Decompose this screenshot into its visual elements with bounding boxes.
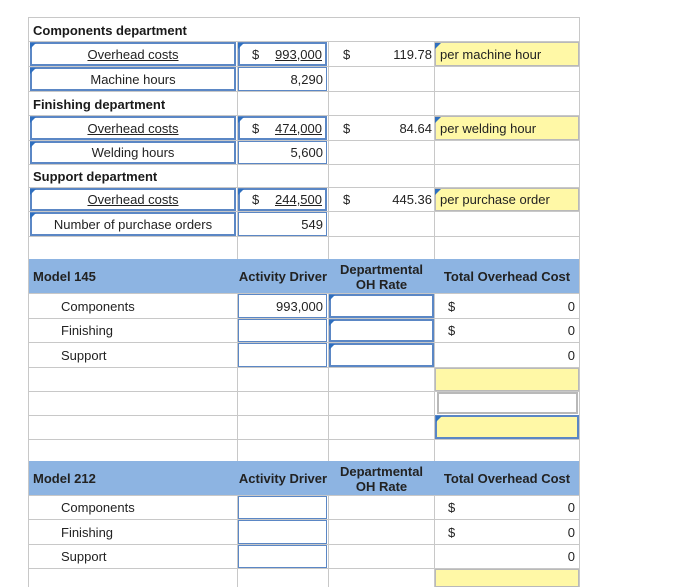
overhead-value: 474,000 <box>275 120 322 136</box>
currency-symbol: $ <box>343 192 351 207</box>
components-rate-unit[interactable] <box>435 42 579 66</box>
dropdown-marker-icon <box>30 117 36 123</box>
components-dept-title: Components department <box>33 22 187 38</box>
model145-support-driver[interactable] <box>238 343 327 367</box>
model212-row-label: Finishing <box>61 524 114 540</box>
finishing-overhead-label[interactable] <box>30 116 236 140</box>
driver-value: 8,290 <box>290 71 323 87</box>
total-value: 0 <box>567 298 575 314</box>
model145-components-total <box>435 294 579 318</box>
purchase-orders-label: Number of purchase orders <box>53 216 213 232</box>
currency-symbol: $ <box>252 120 260 136</box>
dropdown-marker-icon <box>30 142 36 148</box>
model145-finishing-driver[interactable] <box>238 319 327 342</box>
model145-row-label: Support <box>61 347 107 363</box>
dropdown-marker-icon <box>238 117 244 123</box>
grid-line <box>28 439 580 440</box>
overhead-value: 993,000 <box>275 46 322 62</box>
model145-finishing-total <box>435 319 579 342</box>
support-rate-unit[interactable] <box>435 188 579 211</box>
currency-symbol: $ <box>448 500 456 515</box>
driver-value: 993,000 <box>276 298 323 314</box>
rate-value: 445.36 <box>392 192 432 207</box>
dropdown-marker-icon <box>238 43 244 49</box>
dropdown-marker-icon <box>238 189 244 195</box>
dropdown-marker-icon <box>435 189 441 195</box>
model145-support-rate[interactable] <box>329 343 434 367</box>
support-driver-label[interactable] <box>30 212 236 236</box>
model145-units-cell[interactable] <box>437 392 578 414</box>
finishing-rate-cell <box>329 116 434 140</box>
activity-driver-header: Activity Driver <box>238 269 328 284</box>
finishing-overhead-value[interactable] <box>238 116 327 140</box>
grid-line <box>579 17 580 587</box>
overhead-worksheet <box>28 17 580 587</box>
model145-row-label: Components <box>61 298 135 314</box>
support-overhead-label[interactable] <box>30 188 236 211</box>
finishing-rate-unit[interactable] <box>435 116 579 140</box>
driver-value: 5,600 <box>290 145 323 160</box>
rate-unit-label: per welding hour <box>440 120 537 136</box>
model212-total-cell[interactable] <box>435 569 579 587</box>
support-driver-value[interactable] <box>238 212 327 236</box>
total-value: 0 <box>567 323 575 338</box>
model212-finishing-driver[interactable] <box>238 520 327 544</box>
dropdown-marker-icon <box>30 68 36 74</box>
support-dept-title: Support department <box>33 169 158 184</box>
model145-support-total <box>435 343 579 367</box>
grid-line <box>28 236 580 237</box>
model212-title: Model 212 <box>33 470 96 486</box>
model145-components-rate[interactable] <box>329 294 434 318</box>
oh-rate-header: Departmental OH Rate <box>339 261 424 292</box>
model145-per-unit-cell[interactable] <box>435 415 579 439</box>
rate-value: 119.78 <box>393 46 432 62</box>
dropdown-marker-icon <box>435 117 441 123</box>
components-rate-cell <box>329 42 434 66</box>
overhead-value: 244,500 <box>275 192 322 207</box>
model212-row-label: Support <box>61 549 107 564</box>
total-value: 0 <box>567 347 575 363</box>
model212-row-label: Components <box>61 500 135 515</box>
dropdown-marker-icon <box>436 416 442 422</box>
components-driver-value[interactable] <box>238 67 327 91</box>
driver-value: 549 <box>301 216 323 232</box>
model212-support-driver[interactable] <box>238 545 327 568</box>
model145-total-cell[interactable] <box>435 368 579 391</box>
currency-symbol: $ <box>448 298 456 314</box>
dropdown-marker-icon <box>30 213 36 219</box>
model212-components-driver[interactable] <box>238 496 327 519</box>
machine-hours-label: Machine hours <box>90 71 176 87</box>
model145-title: Model 145 <box>33 268 96 284</box>
total-value: 0 <box>567 500 575 515</box>
dropdown-marker-icon <box>30 43 36 49</box>
currency-symbol: $ <box>448 323 456 338</box>
rate-unit-label: per machine hour <box>440 46 542 62</box>
dropdown-marker-icon <box>30 189 36 195</box>
overhead-costs-label: Overhead costs <box>87 192 179 207</box>
currency-symbol: $ <box>448 524 456 540</box>
rate-unit-label: per purchase order <box>440 192 550 207</box>
overhead-costs-label: Overhead costs <box>87 120 179 136</box>
components-overhead-label[interactable] <box>30 42 236 66</box>
currency-symbol: $ <box>343 120 351 136</box>
model212-components-total <box>435 496 579 519</box>
components-overhead-value[interactable] <box>238 42 327 66</box>
finishing-driver-value[interactable] <box>238 141 327 164</box>
model145-finishing-rate[interactable] <box>329 319 434 342</box>
dropdown-marker-icon <box>435 43 441 49</box>
finishing-driver-label[interactable] <box>30 141 236 164</box>
support-overhead-value[interactable] <box>238 188 327 211</box>
currency-symbol: $ <box>343 46 351 62</box>
components-driver-label[interactable] <box>30 67 236 91</box>
model212-finishing-total <box>435 520 579 544</box>
model145-row-label: Finishing <box>61 323 114 338</box>
total-value: 0 <box>567 549 575 564</box>
oh-rate-header: Departmental OH Rate <box>339 463 424 494</box>
model145-components-driver[interactable] <box>238 294 327 318</box>
dropdown-marker-icon <box>329 320 335 326</box>
dropdown-marker-icon <box>329 295 335 301</box>
support-rate-cell <box>329 188 434 211</box>
overhead-costs-label: Overhead costs <box>87 46 179 62</box>
dropdown-marker-icon <box>329 344 335 350</box>
model212-support-total <box>435 545 579 568</box>
total-value: 0 <box>567 524 575 540</box>
rate-value: 84.64 <box>399 120 432 136</box>
total-overhead-header: Total Overhead Cost <box>443 471 571 486</box>
currency-symbol: $ <box>252 46 260 62</box>
finishing-dept-title: Finishing department <box>33 96 166 112</box>
welding-hours-label: Welding hours <box>91 145 175 160</box>
currency-symbol: $ <box>252 192 260 207</box>
total-overhead-header: Total Overhead Cost <box>443 269 571 284</box>
activity-driver-header: Activity Driver <box>238 471 328 486</box>
